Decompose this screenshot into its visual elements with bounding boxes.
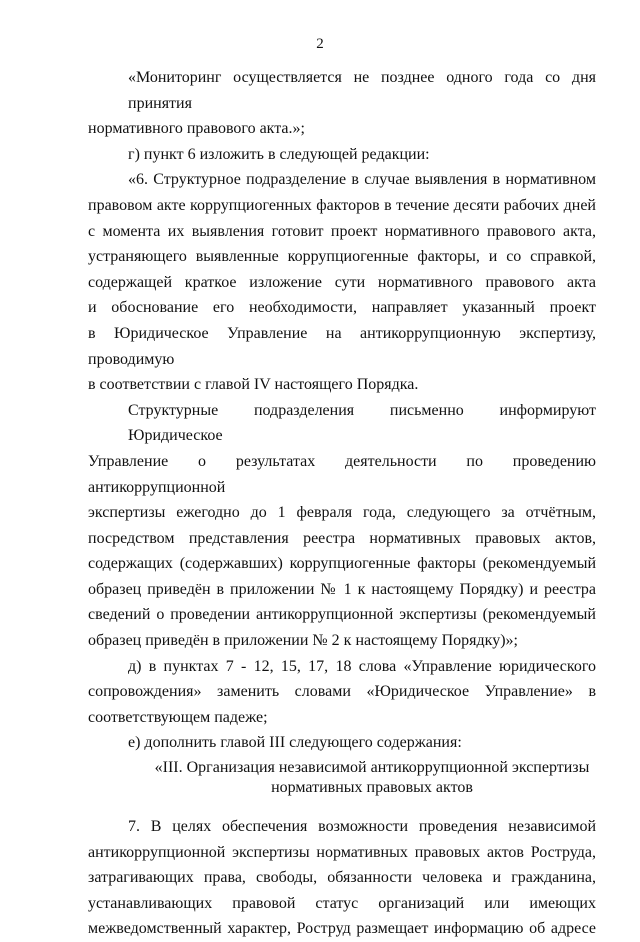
paragraph-item-g bbox=[88, 142, 596, 168]
text-line: г) пункт 6 изложить в следующей редакции: bbox=[128, 145, 430, 163]
text-line: «Мониторинг осуществляется не позднее одного года со дня принятия bbox=[128, 69, 596, 112]
text-line: сопровождения» заменить словами «Юридическое Управление» в bbox=[88, 683, 596, 701]
text-line: д) в пунктах 7 - 12, 15, 17, 18 слова «Управление юридического bbox=[128, 657, 596, 675]
text-line: в Юридическое Управление на антикоррупционную экспертизу, проводимую bbox=[88, 324, 596, 368]
text-line: затрагивающих права, свободы, обязанности человека и гражданина, bbox=[88, 869, 596, 887]
text-line: в соответствии с главой IV настоящего Порядка. bbox=[88, 376, 419, 394]
text-line: сведений о проведении антикоррупционной экспертизы (рекомендуемый bbox=[88, 606, 596, 624]
text-line: правовом акте коррупциогенных факторов в течение десяти рабочих дней bbox=[88, 196, 596, 214]
text-line: образец приведён в приложении № 2 к настоящему Порядку)»; bbox=[88, 632, 518, 650]
text-line: 7. В целях обеспечения возможности проведения независимой bbox=[128, 818, 596, 836]
paragraph-item-d bbox=[88, 654, 596, 731]
text-line: соответствующем падеже; bbox=[88, 708, 268, 726]
heading-line: «III. Организация независимой антикоррупционной экспертизы bbox=[154, 759, 590, 777]
heading-line: нормативных правовых актов bbox=[271, 779, 473, 797]
text-line: «6. Структурное подразделение в случае выявления в нормативном bbox=[128, 171, 596, 189]
paragraph-point-7 bbox=[88, 814, 596, 942]
text-line: нормативного правового акта.»; bbox=[88, 120, 305, 138]
document-body bbox=[88, 65, 596, 942]
chapter-heading bbox=[88, 758, 596, 798]
text-line: устанавливающих правовой статус организаций или имеющих bbox=[88, 894, 596, 912]
text-line: посредством представления реестра нормативных правовых актов, bbox=[88, 529, 596, 547]
paragraph-structural-units bbox=[88, 398, 596, 654]
text-line: антикоррупционной экспертизы нормативных правовых актов Роструда, bbox=[88, 843, 596, 861]
text-line: образец приведён в приложении № 1 к настоящему Порядку) и реестра bbox=[88, 580, 596, 598]
text-line: содержащей краткое изложение сути нормативного правового акта bbox=[88, 273, 596, 291]
paragraph-monitoring bbox=[88, 65, 596, 142]
text-line: с момента их выявления готовит проект нормативного правового акта, bbox=[88, 222, 596, 240]
text-line: и обоснование его необходимости, направляет указанный проект bbox=[88, 299, 596, 317]
text-line: устраняющего выявленные коррупциогенные факторы, и со справкой, bbox=[88, 248, 596, 266]
paragraph-item-e bbox=[88, 730, 596, 756]
text-line: е) дополнить главой III следующего содержания: bbox=[128, 734, 462, 752]
text-line: содержащих (содержавших) коррупциогенные факторы (рекомендуемый bbox=[88, 555, 596, 573]
text-line: Структурные подразделения письменно информируют Юридическое bbox=[128, 401, 596, 445]
text-line: Управление о результатах деятельности по проведению антикоррупционной bbox=[88, 452, 596, 496]
page-number: 2 bbox=[316, 36, 324, 52]
paragraph-point-6 bbox=[88, 167, 596, 397]
text-line: межведомственный характер, Роструд размещает информацию об адресе bbox=[88, 920, 596, 938]
text-line: экспертизы ежегодно до 1 февраля года, следующего за отчётным, bbox=[88, 504, 596, 522]
